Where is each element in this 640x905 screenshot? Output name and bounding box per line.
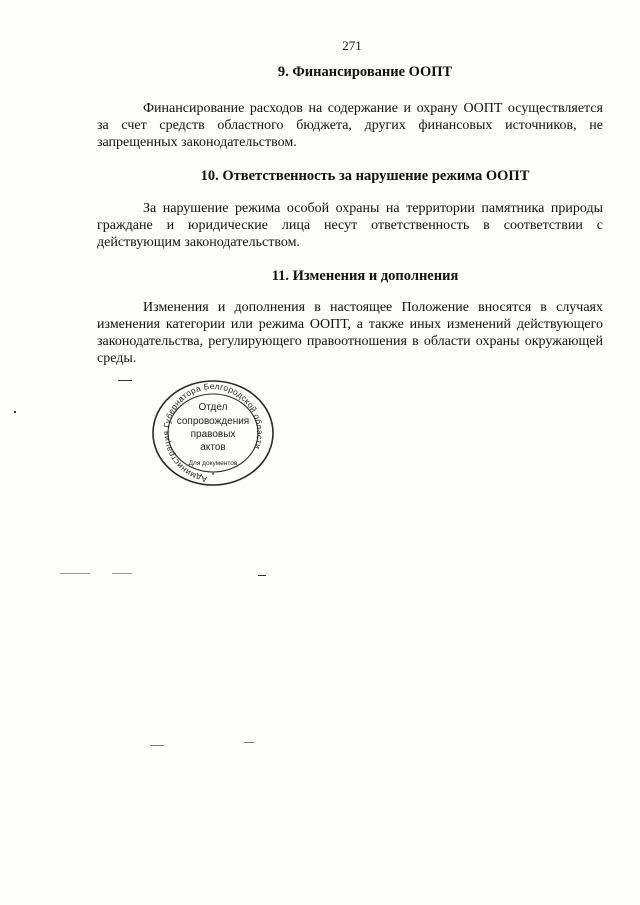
scan-mark — [14, 411, 16, 413]
scan-mark — [258, 575, 266, 576]
page-number: 271 — [342, 38, 362, 53]
stamp-line-2: сопровождения — [176, 416, 250, 427]
stamp-bottom-text: Для документов — [188, 460, 238, 467]
section-text-9: Финансирование расходов на содержание и охрану ООПТ осуществляется за счет средств областного бюджета, других финансовых источников, не запрещенных законодательством. — [97, 101, 603, 150]
scan-mark — [244, 742, 254, 743]
stamp-ring-text: Администрация Губернатора Белгородской области — [160, 380, 266, 485]
scan-mark — [118, 380, 132, 381]
scan-mark — [150, 745, 164, 746]
section-text-11: Изменения и дополнения в настоящее Положение вносятся в случаях изменения категории или режима ООПТ, а также иных изменений действующего законодательства, регулирующего правоотношения в области охраны окружающей среды. — [97, 300, 603, 366]
official-stamp — [150, 378, 276, 488]
scan-mark — [60, 573, 90, 574]
star-icon: * — [211, 471, 215, 480]
stamp-seal-icon — [150, 378, 276, 488]
stamp-line-3: правовых — [190, 429, 236, 440]
stamp-line-4: актов — [200, 442, 226, 453]
scan-mark — [112, 573, 132, 574]
section-text-10: За нарушение режима особой охраны на территории памятника природы граждане и юридические лица несут ответственность в соответствии с действующим законодательством. — [97, 201, 603, 250]
section-heading-9: 9. Финансирование ООПТ — [277, 64, 453, 80]
section-heading-11: 11. Изменения и дополнения — [271, 268, 459, 284]
section-heading-10: 10. Ответственность за нарушение режима ООПТ — [200, 168, 530, 184]
stamp-line-1: Отдел — [198, 402, 228, 413]
